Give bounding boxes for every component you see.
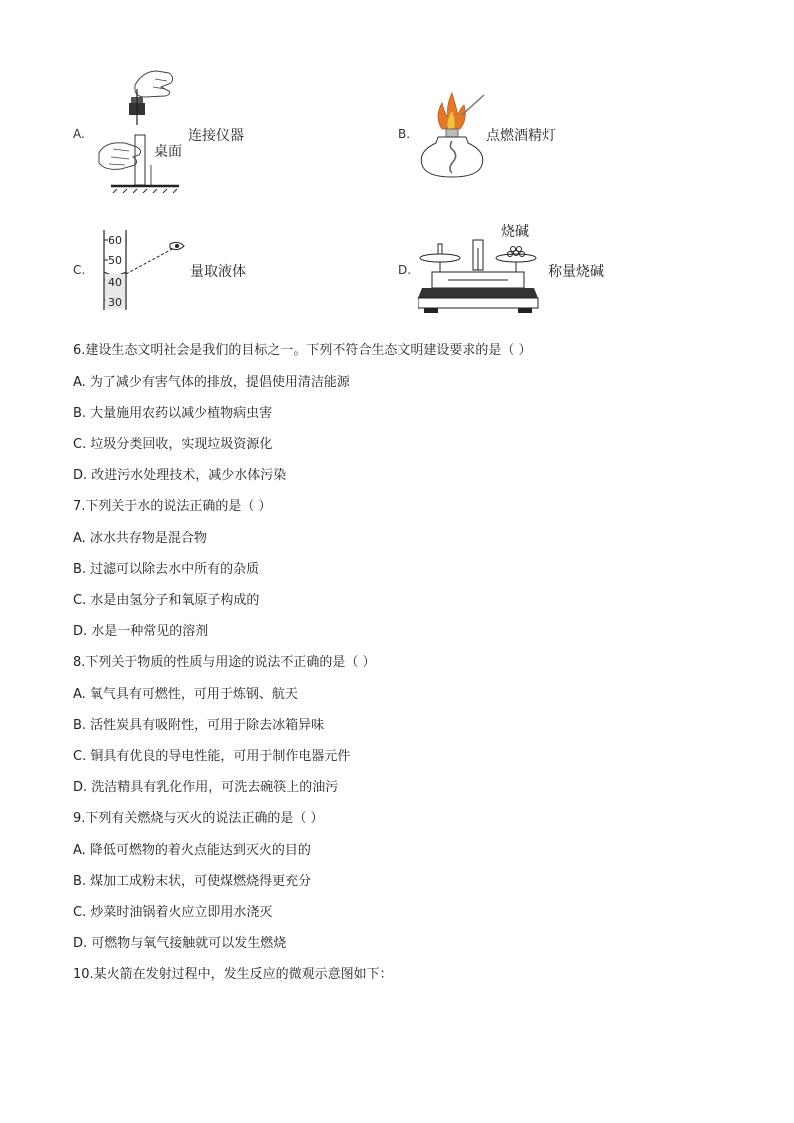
question-7-stem: 7.下列关于水的说法正确的是（ ） xyxy=(73,499,272,514)
option-d-label: 称量烧碱 xyxy=(548,264,604,280)
option-c-letter: C. xyxy=(73,263,86,277)
cylinder-tick-30: 30 xyxy=(108,296,122,309)
question-8-option-a: A. 氧气具有可燃性，可用于炼钢、航天 xyxy=(73,687,298,702)
question-9-option-b: B. 煤加工成粉末状，可使煤燃烧得更充分 xyxy=(73,874,312,889)
question-8-option-d: D. 洗洁精具有乳化作用，可洗去碗筷上的油污 xyxy=(73,780,339,795)
option-d-letter: D. xyxy=(398,263,412,277)
question-6-option-c: C. 垃圾分类回收，实现垃圾资源化 xyxy=(73,437,273,452)
option-a-label: 连接仪器 xyxy=(188,128,244,144)
question-8-stem: 8.下列关于物质的性质与用途的说法不正确的是（ ） xyxy=(73,655,376,670)
question-6-option-a: A. 为了减少有害气体的排放，提倡使用清洁能源 xyxy=(73,375,350,390)
cylinder-tick-50: 50 xyxy=(108,254,122,267)
question-6-option-b: B. 大量施用农药以减少植物病虫害 xyxy=(73,406,273,421)
question-9-option-a: A. 降低可燃物的着火点能达到灭火的目的 xyxy=(73,843,311,858)
option-b-label: 点燃酒精灯 xyxy=(486,128,556,144)
question-6-option-d: D. 改进污水处理技术，减少水体污染 xyxy=(73,468,287,483)
question-6-stem: 6.建设生态文明社会是我们的目标之一。下列不符合生态文明建设要求的是（ ） xyxy=(73,343,532,358)
graduated-cylinder-figure xyxy=(100,228,190,312)
cylinder-tick-40: 40 xyxy=(108,276,122,289)
option-d-toplabel: 烧碱 xyxy=(501,224,529,240)
question-7-option-a: A. 冰水共存物是混合物 xyxy=(73,531,207,546)
question-7-option-c: C. 水是由氢分子和氧原子构成的 xyxy=(73,593,260,608)
connect-apparatus-figure xyxy=(95,65,185,193)
option-a-sublabel: 桌面 xyxy=(154,144,182,160)
option-a-letter: A. xyxy=(73,127,85,141)
alcohol-lamp-figure xyxy=(418,85,488,180)
question-7-option-b: B. 过滤可以除去水中所有的杂质 xyxy=(73,562,260,577)
question-10-stem: 10.某火箭在发射过程中，发生反应的微观示意图如下： xyxy=(73,967,393,982)
balance-figure xyxy=(418,236,543,316)
question-9-option-d: D. 可燃物与氧气接触就可以发生燃烧 xyxy=(73,936,287,951)
cylinder-tick-60: 60 xyxy=(108,234,122,247)
option-c-label: 量取液体 xyxy=(190,264,246,280)
question-8-option-b: B. 活性炭具有吸附性，可用于除去冰箱异味 xyxy=(73,718,325,733)
question-7-option-d: D. 水是一种常见的溶剂 xyxy=(73,624,209,639)
question-9-option-c: C. 炒菜时油锅着火应立即用水浇灭 xyxy=(73,905,273,920)
question-9-stem: 9.下列有关燃烧与灭火的说法正确的是（ ） xyxy=(73,811,324,826)
question-8-option-c: C. 铜具有优良的导电性能，可用于制作电器元件 xyxy=(73,749,351,764)
option-b-letter: B. xyxy=(398,127,411,141)
